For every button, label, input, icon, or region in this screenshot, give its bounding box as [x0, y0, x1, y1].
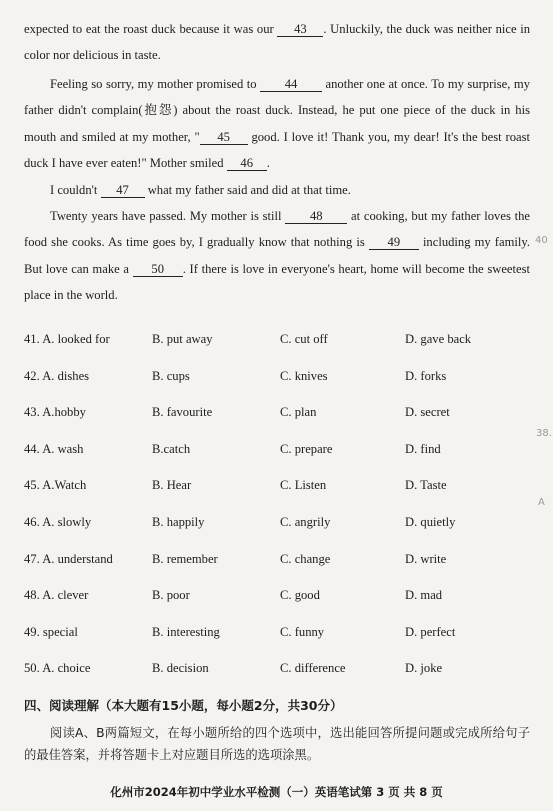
option-c[interactable]: C. difference [280, 661, 346, 676]
page-footer: 化州市2024年初中学业水平检测（一）英语笔试第 3 页 共 8 页 [110, 785, 443, 799]
passage-continuation: expected to eat the roast duck because it was our 43 . Unluckily, the duck was neither nice in color nor delicious in taste. [24, 22, 531, 63]
bleed-mark: A [538, 497, 545, 508]
option-b[interactable]: B. poor [152, 588, 190, 603]
option-d[interactable]: D. forks [405, 368, 447, 383]
paragraph-2: Feeling so sorry, my mother promised to 44 another one at once. To my surprise, my father didn't complain(抱怨) about the roast duck. Instead, he put one piece of the duck in his mouth and smiled at my mother, " 45 good. I love it! Thank you, my dear! It's the best roast duck I have ever eaten!" Mother smiled 46 . [24, 77, 531, 170]
option-d[interactable]: D. write [405, 551, 447, 566]
option-c[interactable]: C. plan [280, 405, 317, 420]
option-b[interactable]: B. Hear [152, 478, 192, 493]
option-c[interactable]: C. cut off [280, 332, 328, 346]
reading-instructions: 阅读A、B两篇短文，在每小题所给的四个选项中，选出能回答所提问题或完成所给句子的最佳答案，并将答题卡上对应题目所选的选项涂黑。 [24, 726, 530, 762]
option-d[interactable]: D. mad [405, 588, 443, 603]
options-row-49 [24, 619, 530, 656]
options-row-42 [24, 363, 530, 400]
blank-47[interactable]: 47 [101, 183, 145, 198]
option-a[interactable]: 50. A. choice [24, 661, 91, 676]
option-a[interactable]: 42. A. dishes [24, 368, 90, 383]
option-a[interactable]: 49. special [24, 624, 78, 639]
option-b[interactable]: B. happily [152, 514, 205, 529]
blank-48[interactable]: 48 [285, 209, 347, 224]
option-c[interactable]: C. funny [280, 624, 325, 639]
option-c[interactable]: C. knives [280, 368, 328, 383]
paragraph-4: Twenty years have passed. My mother is still 48 at cooking, but my father loves the food she cooks. As time goes by, I gradually know that nothing is 49 including my family. But love can make a 50 . If there is love in everyone's heart, home will become the sweetest place in the world. [24, 209, 530, 302]
options-row-48 [24, 582, 530, 619]
option-d[interactable]: D. joke [405, 661, 443, 676]
option-b[interactable]: B. favourite [152, 405, 213, 420]
option-d[interactable]: D. Taste [405, 478, 447, 493]
option-b[interactable]: B. remember [152, 551, 218, 566]
option-a[interactable]: 43. A.hobby [24, 405, 86, 420]
option-b[interactable]: B. interesting [152, 624, 220, 639]
options-row-45 [24, 472, 530, 509]
option-c[interactable]: C. Listen [280, 478, 327, 493]
option-a[interactable]: 41. A. looked for [24, 332, 110, 346]
option-d[interactable]: D. perfect [405, 624, 456, 639]
options-row-41 [24, 326, 530, 363]
section-heading: 四、阅读理解（本大题有15小题，每小题2分，共30分） [24, 698, 343, 713]
option-b[interactable]: B. put away [152, 332, 213, 346]
option-c[interactable]: C. angrily [280, 514, 331, 529]
option-c[interactable]: C. prepare [280, 441, 333, 456]
paragraph-3: I couldn't 47 what my father said and did at that time. [50, 183, 351, 197]
bleed-mark: 40 [535, 235, 548, 246]
options-row-47 [24, 546, 530, 583]
blank-45[interactable]: 45 [200, 130, 248, 145]
option-c[interactable]: C. good [280, 588, 320, 603]
options-list [24, 326, 530, 692]
option-b[interactable]: B. cups [152, 368, 190, 383]
option-d[interactable]: D. quietly [405, 514, 456, 529]
options-row-50 [24, 655, 530, 692]
option-a[interactable]: 46. A. slowly [24, 514, 92, 529]
option-b[interactable]: B. decision [152, 661, 209, 676]
option-b[interactable]: B.catch [152, 441, 191, 456]
option-a[interactable]: 48. A. clever [24, 588, 89, 603]
blank-43[interactable]: 43 [277, 22, 323, 37]
option-d[interactable]: D. secret [405, 405, 450, 420]
options-row-44 [24, 436, 530, 473]
option-a[interactable]: 44. A. wash [24, 441, 84, 456]
option-a[interactable]: 45. A.Watch [24, 478, 87, 493]
blank-46[interactable]: 46 [227, 156, 267, 171]
option-d[interactable]: D. find [405, 441, 441, 456]
bleed-mark: 38. [536, 428, 552, 439]
option-c[interactable]: C. change [280, 551, 331, 566]
option-a[interactable]: 47. A. understand [24, 551, 113, 566]
blank-50[interactable]: 50 [133, 262, 183, 277]
options-row-46 [24, 509, 530, 546]
blank-49[interactable]: 49 [369, 235, 419, 250]
options-row-43 [24, 399, 530, 436]
blank-44[interactable]: 44 [260, 77, 322, 92]
option-d[interactable]: D. gave back [405, 332, 472, 346]
